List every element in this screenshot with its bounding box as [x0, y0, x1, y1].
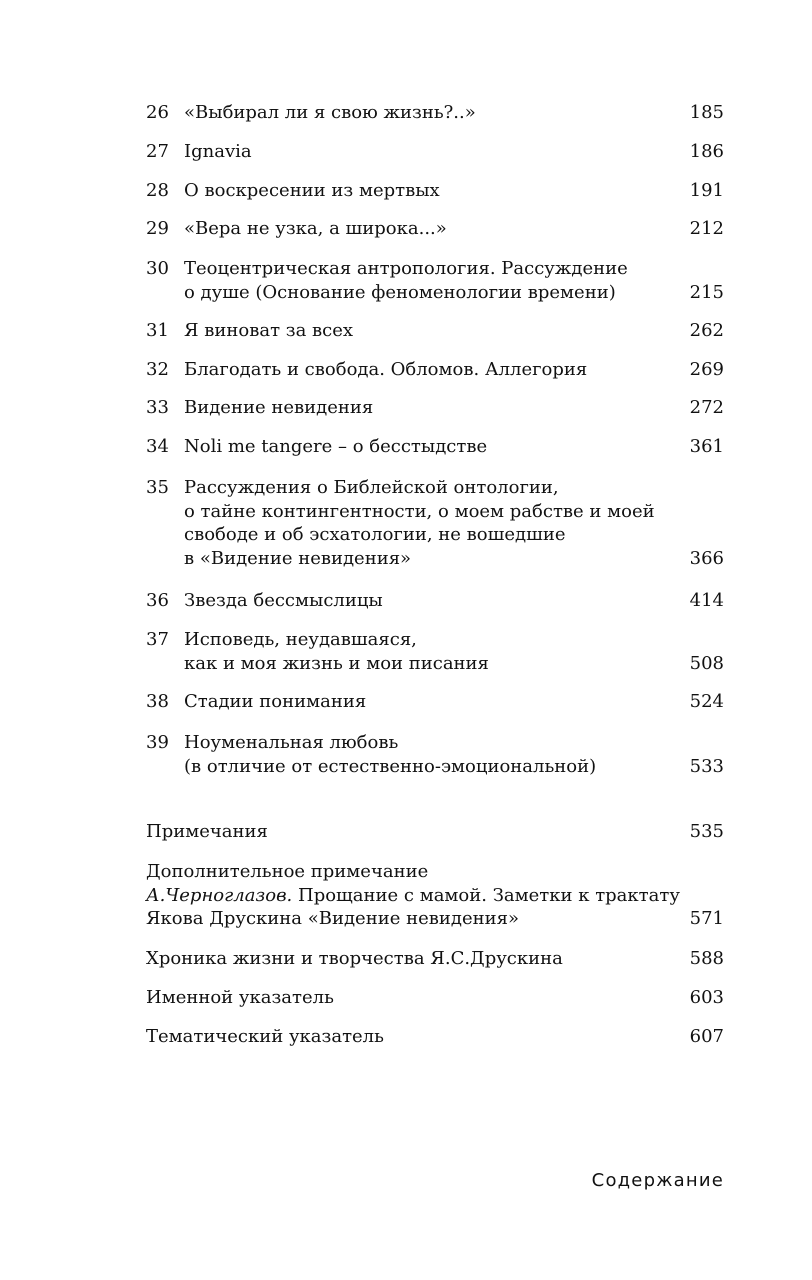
chapter-number: 28 [146, 180, 169, 201]
back-matter-title-line: Якова Друскина «Видение невидения» [146, 908, 519, 929]
chapter-title [184, 140, 654, 164]
chapter-title-line: Стадии понимания [184, 691, 367, 712]
chapter-title-line: Исповедь, неудавшаяся, [184, 629, 417, 650]
page-number: 414 [689, 590, 724, 611]
page-number: 186 [689, 141, 724, 162]
chapter-number: 31 [146, 320, 169, 341]
chapter-number: 38 [146, 691, 169, 712]
chapter-title [184, 628, 654, 675]
page-number: 588 [689, 948, 724, 969]
chapter-title-line: Видение невидения [184, 397, 374, 418]
chapter-title [184, 319, 654, 343]
chapter-number: 33 [146, 397, 169, 418]
chapter-number: 27 [146, 141, 169, 162]
chapter-title-line: как и моя жизнь и мои писания [184, 652, 489, 674]
page-number: 524 [689, 691, 724, 712]
chapter-title-line: Noli me tangere – о бесстыдстве [184, 436, 488, 457]
author-name: А.Черноглазов. [146, 884, 293, 906]
chapter-number: 30 [146, 258, 169, 279]
chapter-number: 32 [146, 359, 169, 380]
chapter-title [184, 358, 654, 382]
page-number: 191 [689, 180, 724, 201]
chapter-title-line: о душе (Основание феноменологии времени) [184, 281, 616, 303]
chapter-title-line: Благодать и свобода. Обломов. Аллегория [184, 359, 588, 380]
chapter-title-line: О воскресении из мертвых [184, 180, 440, 201]
chapter-title-line: о тайне контингентности, о моем рабстве и моей [184, 500, 655, 522]
back-matter-title-line [146, 884, 680, 908]
chapter-number: 34 [146, 436, 169, 457]
chapter-title [184, 396, 654, 420]
chapter-title-line: Ignavia [184, 141, 252, 162]
page-number: 607 [689, 1026, 724, 1047]
running-footer: Содержание [591, 1170, 724, 1191]
chapter-title-line: Рассуждения о Библейской онтологии, [184, 477, 559, 498]
back-matter-title-line: Тематический указатель [146, 1026, 384, 1047]
page-number: 603 [689, 987, 724, 1008]
page-number: 366 [689, 547, 724, 569]
back-matter-title-line: Примечания [146, 821, 268, 842]
back-matter-title [146, 947, 666, 971]
chapter-title [184, 257, 654, 304]
back-matter-title [146, 986, 666, 1010]
chapter-number: 35 [146, 477, 169, 498]
page-number: 508 [689, 652, 724, 674]
chapter-title [184, 690, 654, 714]
page-number: 533 [689, 755, 724, 777]
chapter-title-line: «Выбирал ли я свою жизнь?..» [184, 102, 476, 123]
back-matter-title [146, 1025, 666, 1049]
page-number: 361 [689, 436, 724, 457]
chapter-title-line: Теоцентрическая антропология. Рассуждение [184, 258, 628, 279]
chapter-number: 37 [146, 629, 169, 650]
chapter-title-line: в «Видение невидения» [184, 547, 412, 569]
chapter-title-line: свободе и об эсхатологии, не вошедшие [184, 524, 566, 545]
chapter-title-line: Звезда бессмыслицы [184, 590, 383, 611]
chapter-title [184, 179, 654, 203]
chapter-number: 26 [146, 102, 169, 123]
chapter-title [184, 435, 654, 459]
chapter-title [184, 476, 654, 570]
back-matter-title [146, 860, 680, 931]
page-number: 212 [689, 218, 724, 239]
chapter-title-line: Я виноват за всех [184, 320, 354, 341]
page-number: 571 [689, 908, 724, 929]
chapter-title-line: (в отличие от естественно-эмоциональной) [184, 755, 597, 777]
chapter-number: 39 [146, 732, 169, 753]
page-number: 215 [689, 281, 724, 303]
back-matter-title [146, 820, 666, 844]
chapter-title [184, 217, 654, 241]
chapter-number: 29 [146, 218, 169, 239]
back-matter-title-rest: Прощание с мамой. Заметки к трактату [292, 884, 680, 906]
chapter-number: 36 [146, 590, 169, 611]
chapter-title-line: Ноуменальная любовь [184, 732, 399, 753]
back-matter-title-line: Именной указатель [146, 987, 334, 1008]
chapter-title [184, 101, 654, 125]
back-matter-title-line: Дополнительное примечание [146, 861, 429, 882]
back-matter-title-line: Хроника жизни и творчества Я.С.Друскина [146, 948, 563, 969]
page-number: 262 [689, 320, 724, 341]
page-number: 272 [689, 397, 724, 418]
page-number: 269 [689, 359, 724, 380]
chapter-title-line: «Вера не узка, а широка...» [184, 218, 447, 239]
chapter-title [184, 589, 654, 613]
page-number: 185 [689, 102, 724, 123]
page-number: 535 [689, 821, 724, 842]
chapter-title [184, 731, 654, 778]
